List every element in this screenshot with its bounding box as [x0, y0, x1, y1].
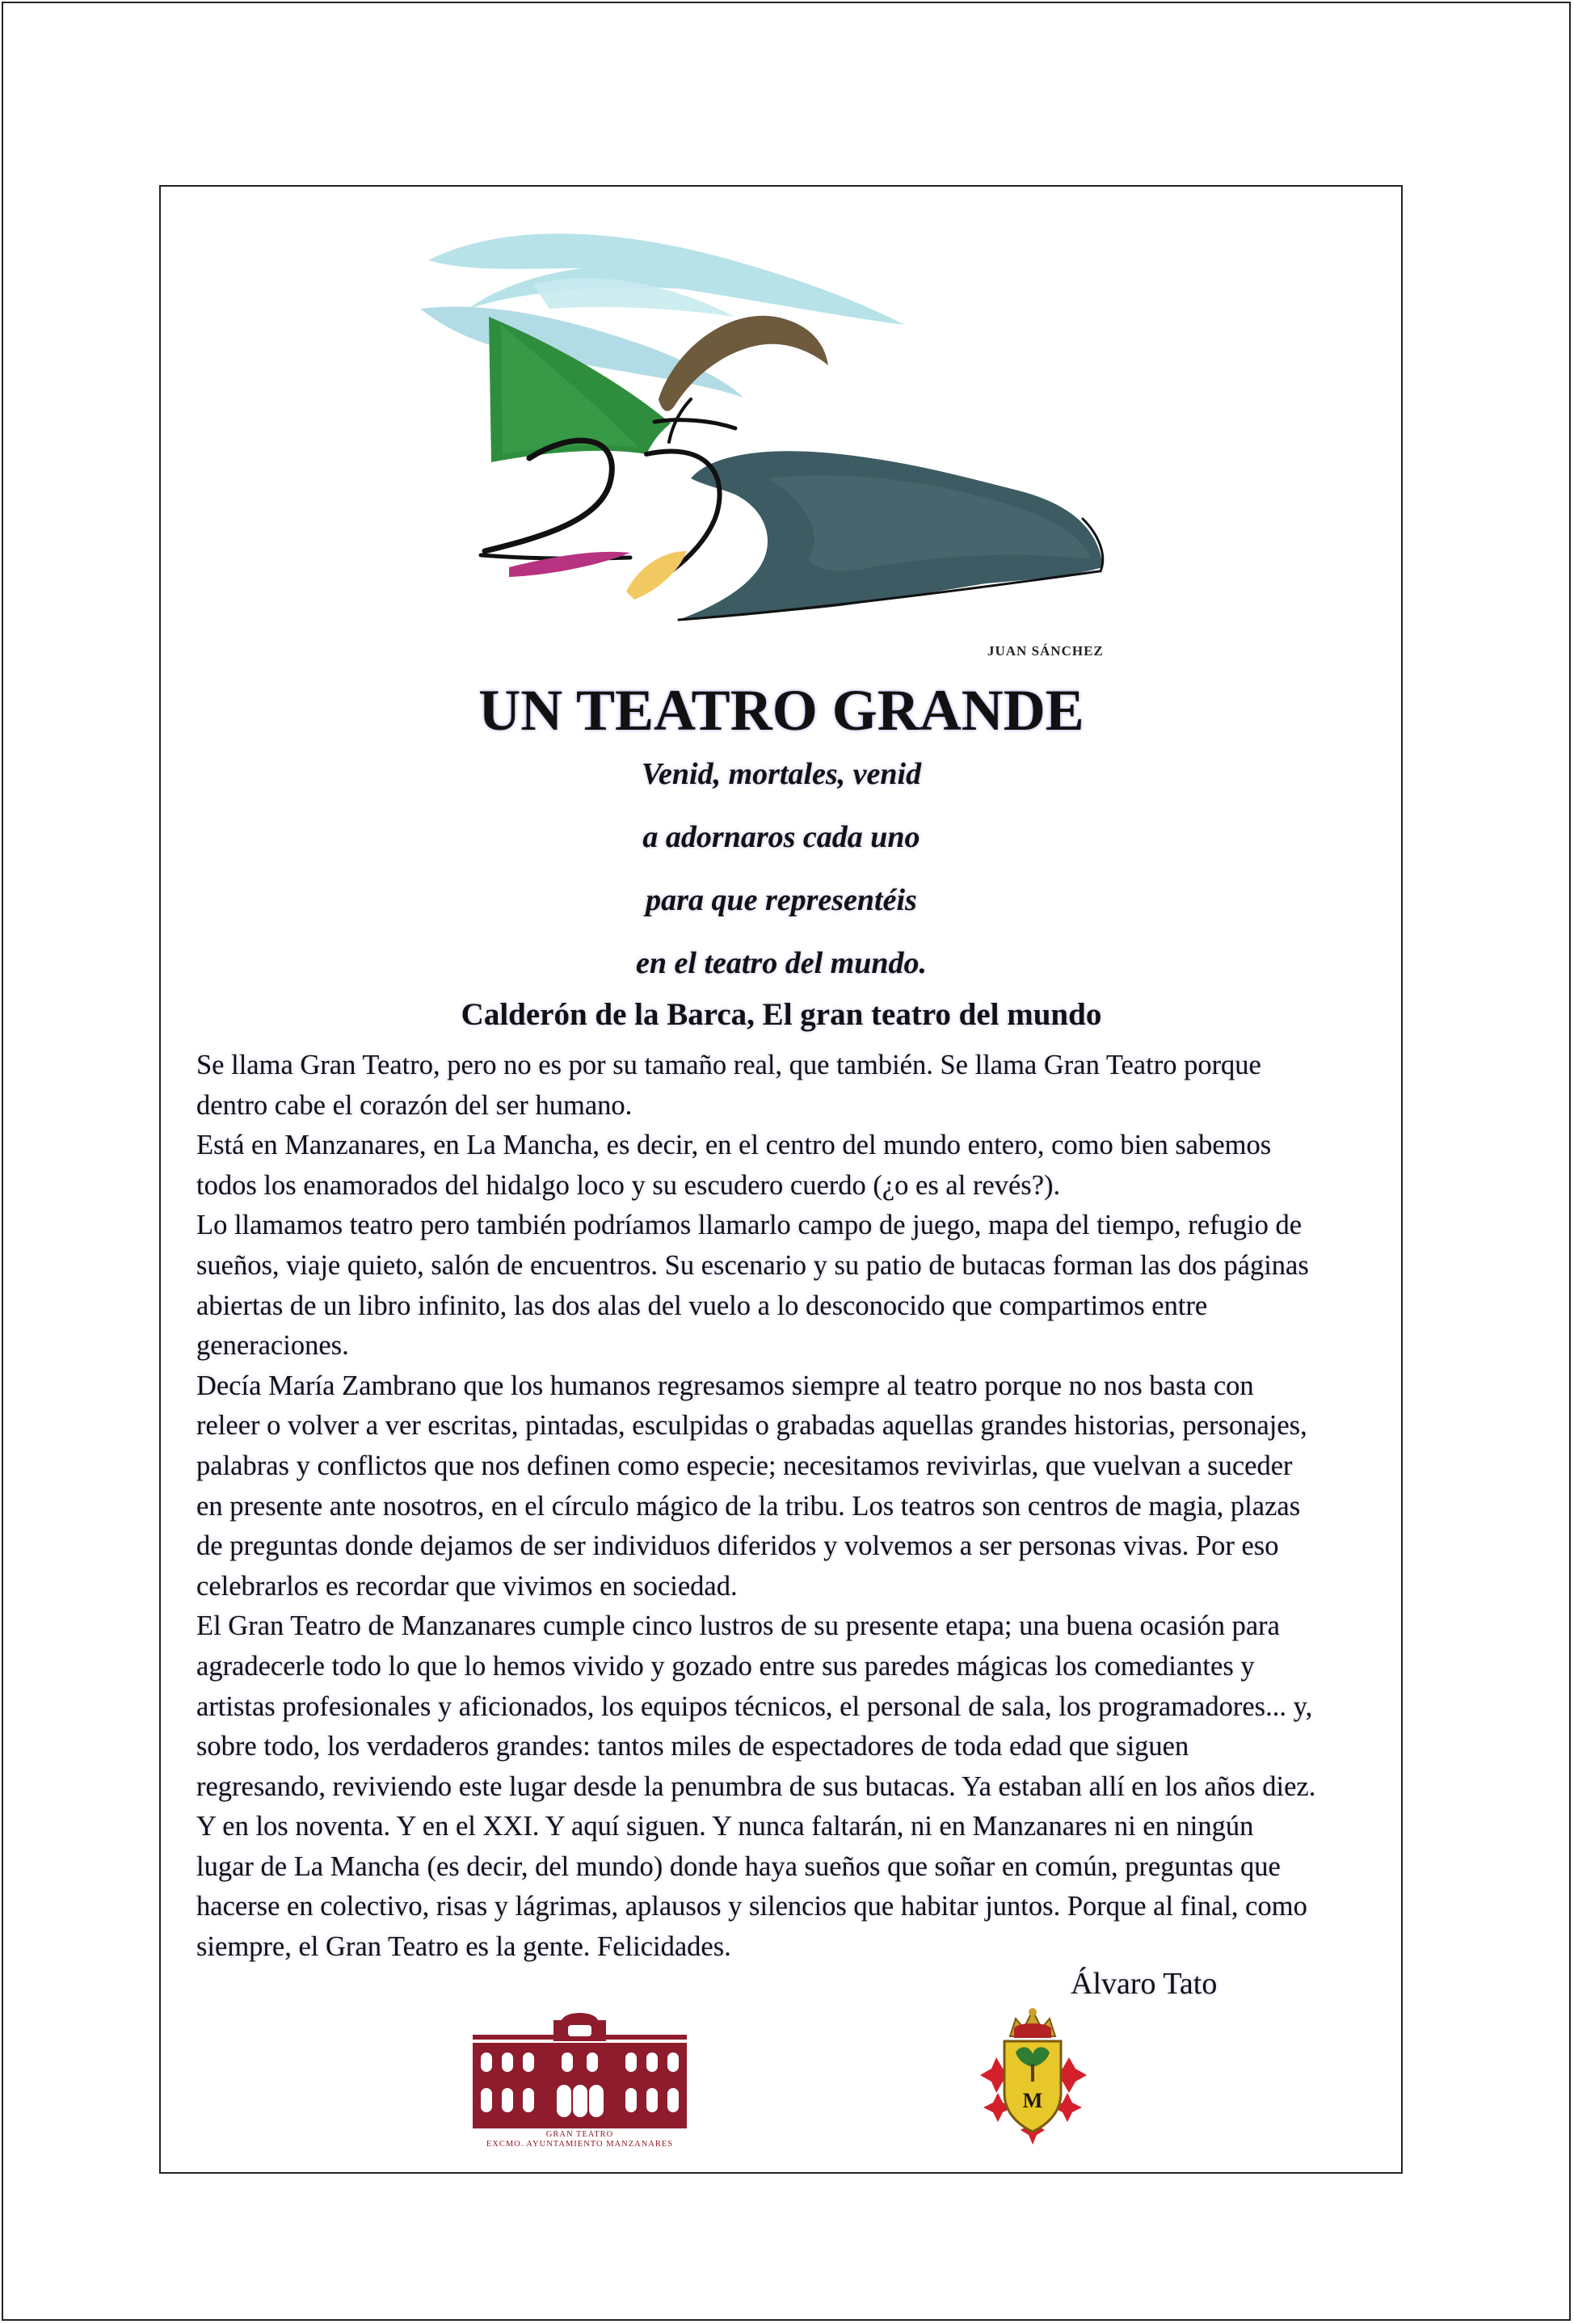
body-line: Está en Manzanares, en La Mancha, es decir, en el centro del mundo entero, como bien sabemos	[196, 1130, 1272, 1161]
body-line: palabras y conflictos que nos definen como especie; necesitamos revivirlas, que vuelvan a suceder	[196, 1450, 1293, 1481]
svg-text:M: M	[1022, 2089, 1043, 2112]
page-title: UN TEATRO GRANDE	[478, 678, 1084, 743]
body-line: Decía María Zambrano que los humanos regresamos siempre al teatro porque no nos basta con	[196, 1370, 1254, 1401]
body-line: sueños, viaje quieto, salón de encuentros. Su escenario y su patio de butacas forman las dos páginas	[196, 1249, 1309, 1281]
body-line: generaciones.	[196, 1330, 349, 1362]
body-line: regresando, reviviendo este lugar desde la penumbra de sus butacas. Ya estaban allí en los años diez.	[196, 1770, 1316, 1802]
body-line: todos los enamorados del hidalgo loco y su escudero cuerdo (¿o es al revés?).	[196, 1169, 1061, 1201]
body-line: hacerse en colectivo, risas y lágrimas, aplausos y silencios que habitar juntos. Porque al final, como	[196, 1891, 1307, 1922]
quote-attribution: Calderón de la Barca, El gran teatro del mundo	[461, 997, 1102, 1032]
body-line: lugar de La Mancha (es decir, del mundo) donde haya sueños que soñar en común, preguntas que	[196, 1850, 1281, 1882]
verse-line: en el teatro del mundo.	[636, 946, 927, 980]
theatre-logo-subcaption: EXCMO. AYUNTAMIENTO MANZANARES	[486, 2140, 674, 2149]
coat-of-arms-icon	[974, 2004, 1092, 2149]
abstract-painting-icon	[388, 212, 1115, 664]
body-line: celebrarlos es recordar que vivimos en sociedad.	[196, 1570, 738, 1602]
verse-line: a adornaros cada uno	[642, 820, 920, 854]
body-line: de preguntas donde dejamos de ser individuos diferidos y volvemos a ser personas vivas. Por eso	[196, 1530, 1279, 1562]
body-line: Y en los noventa. Y en el XXI. Y aquí siguen. Y nunca faltarán, ni en Manzanares ni en ningún	[196, 1811, 1254, 1842]
body-line: agradecerle todo lo que lo hemos vivido y gozado entre sus paredes mágicas los comediantes y	[196, 1650, 1255, 1682]
gran-teatro-logo-icon	[473, 2010, 687, 2148]
verse-line: para que representéis	[646, 883, 917, 917]
body-line: sobre todo, los verdaderos grandes: tantos miles de espectadores de toda edad que siguen	[196, 1731, 1189, 1762]
author-name: Álvaro Tato	[1071, 1967, 1218, 2001]
body-line: dentro cabe el corazón del ser humano.	[196, 1089, 633, 1121]
body-line: abiertas de un libro infinito, las dos alas del vuelo a lo desconocido que compartimos entre	[196, 1290, 1208, 1321]
verse-line: Venid, mortales, venid	[641, 757, 922, 791]
body-line: El Gran Teatro de Manzanares cumple cinco lustros de su presente etapa; una buena ocasión para	[196, 1610, 1280, 1642]
body-line: siempre, el Gran Teatro es la gente. Felicidades.	[196, 1931, 731, 1963]
theatre-logo-caption: GRAN TEATRO	[545, 2130, 614, 2139]
body-line: en presente ante nosotros, en el círculo mágico de la tribu. Los teatros son centros de magia, plazas	[196, 1490, 1301, 1522]
body-line: artistas profesionales y aficionados, los equipos técnicos, el personal de sala, los programadores... y,	[196, 1690, 1313, 1722]
body-line: Se llama Gran Teatro, pero no es por su tamaño real, que también. Se llama Gran Teatro porque	[196, 1050, 1261, 1080]
body-line: Lo llamamos teatro pero también podríamos llamarlo campo de juego, mapa del tiempo, refugio de	[196, 1210, 1303, 1241]
artwork-signature: JUAN SÁNCHEZ	[987, 643, 1104, 659]
body-text	[196, 1046, 1372, 1968]
body-line: releer o volver a ver escritas, pintadas, esculpidas o grabadas aquellas grandes historias, personajes,	[196, 1410, 1307, 1442]
